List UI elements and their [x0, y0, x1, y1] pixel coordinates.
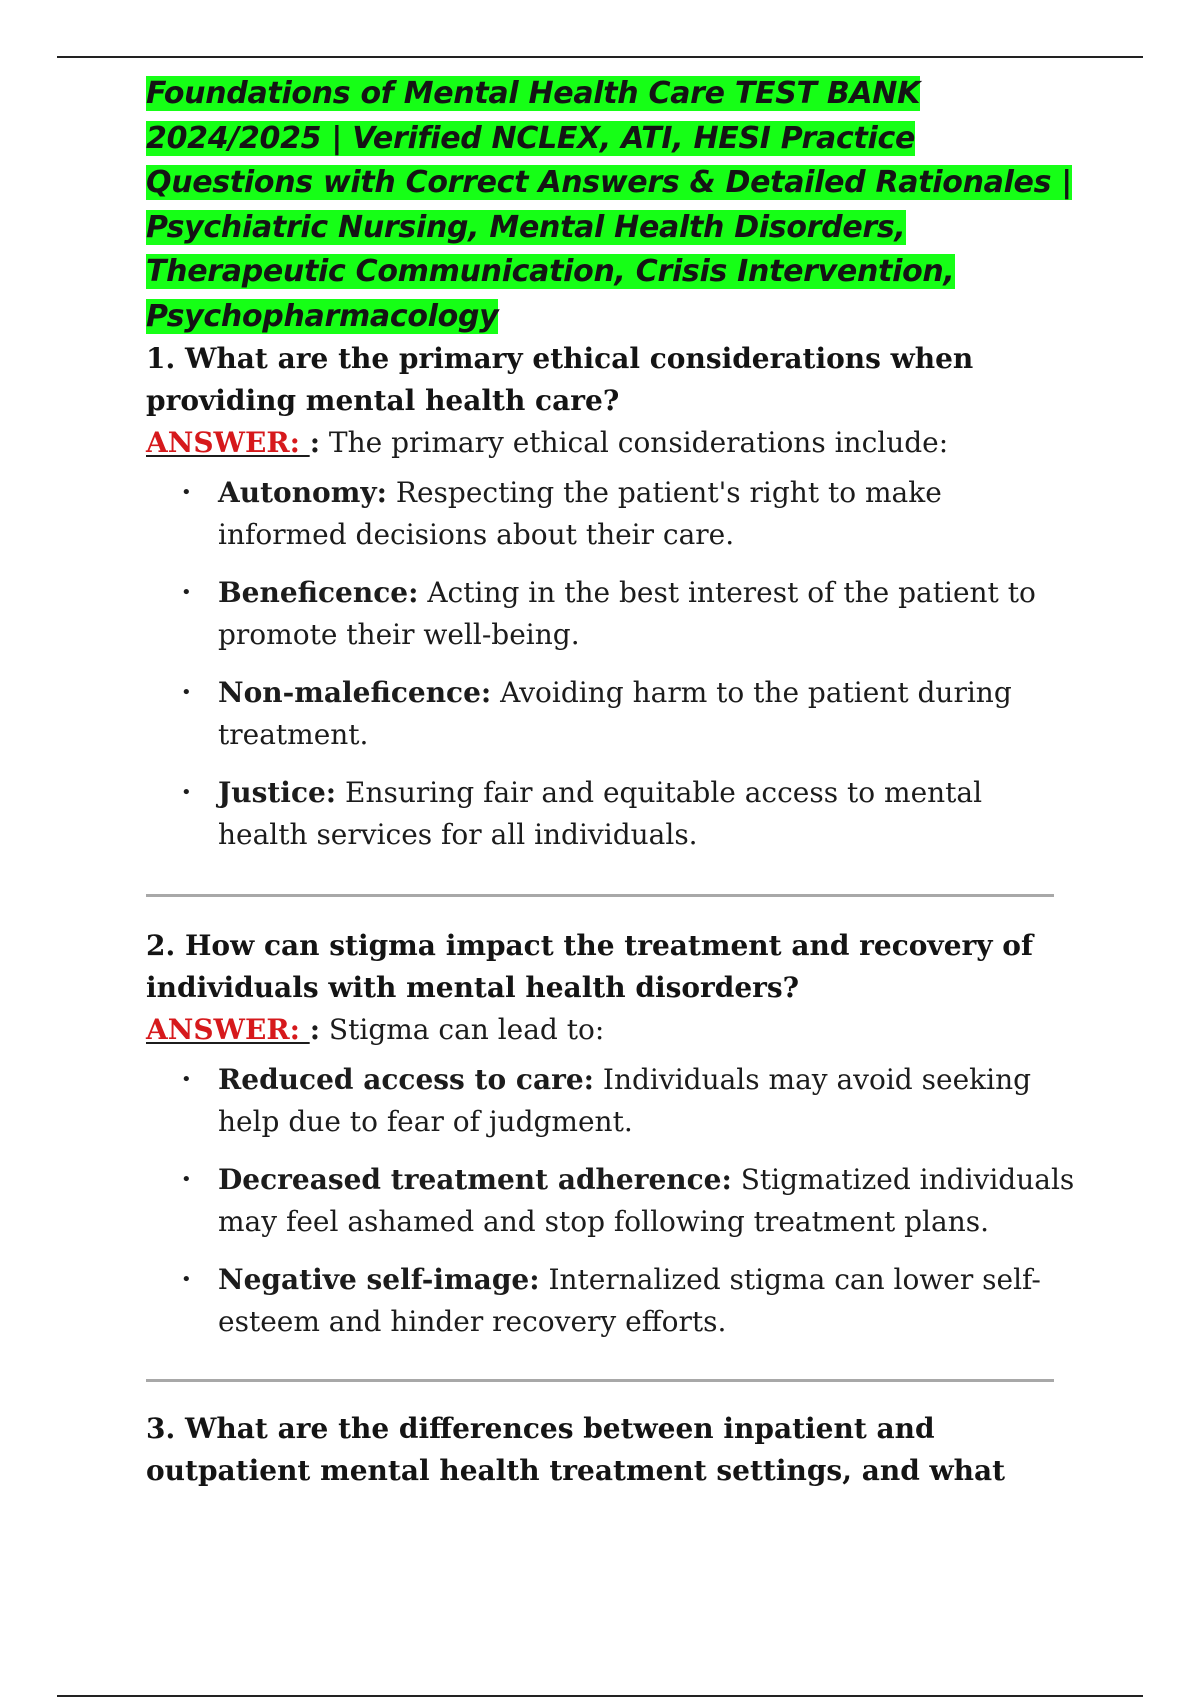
- point-term: Non-maleficence:: [218, 675, 492, 709]
- answer-line: [146, 422, 1076, 464]
- top-page-rule: [57, 56, 1143, 58]
- question-text: 2. How can stigma impact the treatment and recovery of individuals with mental health disorders?: [146, 928, 1034, 1004]
- title-highlight: Foundations of Mental Health Care TEST BANK 2024/2025 | Verified NCLEX, ATI, HESI Practice Questions with Correct Answers & Detailed Rationales | Psychiatric Nursing, Mental Health Disorders, Therapeutic Communication, Crisis Intervention, Psychopharmacology: [146, 76, 1072, 334]
- point-text: Internalized stigma can lower self-esteem and hinder recovery efforts.: [218, 1262, 1041, 1338]
- list-item: [181, 1159, 1076, 1243]
- list-item: [181, 1259, 1076, 1343]
- document-title: [146, 72, 1076, 340]
- answer-line: [146, 1009, 1076, 1051]
- section-divider: [146, 894, 1054, 897]
- question-text: 1. What are the primary ethical considerations when providing mental health care?: [146, 341, 974, 417]
- point-text: Avoiding harm to the patient during treatment.: [218, 675, 1012, 751]
- point-text: Respecting the patient's right to make informed decisions about their care.: [218, 475, 942, 551]
- answer-list: [146, 1059, 1076, 1343]
- answer-list: [146, 472, 1076, 856]
- point-term: Reduced access to care:: [218, 1062, 594, 1096]
- answer-colon: :: [309, 425, 321, 459]
- point-term: Justice:: [218, 775, 337, 809]
- list-item: [181, 472, 1076, 556]
- bullet-icon: •: [181, 1168, 192, 1190]
- list-item: [181, 1059, 1076, 1143]
- list-item: [181, 672, 1076, 756]
- question-text: 3. What are the differences between inpatient and outpatient mental health treatment settings, and what: [146, 1411, 1006, 1487]
- point-text: Stigmatized individuals may feel ashamed and stop following treatment plans.: [218, 1162, 1075, 1238]
- bullet-icon: •: [181, 1068, 192, 1090]
- point-term: Autonomy:: [218, 475, 387, 509]
- section-divider: [146, 1379, 1054, 1382]
- bullet-icon: •: [181, 781, 192, 803]
- bottom-page-rule: [57, 1695, 1143, 1697]
- bullet-icon: •: [181, 681, 192, 703]
- list-item: [181, 572, 1076, 656]
- answer-label: ANSWER:: [146, 425, 310, 459]
- bullet-icon: •: [181, 581, 192, 603]
- point-text: Ensuring fair and equitable access to mental health services for all individuals.: [218, 775, 983, 851]
- document-body: [146, 72, 1076, 1492]
- point-text: Acting in the best interest of the patient to promote their well-being.: [218, 575, 1036, 651]
- answer-colon: :: [309, 1012, 321, 1046]
- point-term: Negative self-image:: [218, 1262, 540, 1296]
- list-item: [181, 772, 1076, 856]
- question-block-2: [146, 925, 1076, 1343]
- point-term: Beneficence:: [218, 575, 419, 609]
- point-term: Decreased treatment adherence:: [218, 1162, 732, 1196]
- answer-label: ANSWER:: [146, 1012, 310, 1046]
- answer-intro: The primary ethical considerations include:: [320, 425, 949, 459]
- bullet-icon: •: [181, 1268, 192, 1290]
- bullet-icon: •: [181, 481, 192, 503]
- question-block-3: [146, 1408, 1076, 1492]
- answer-intro: Stigma can lead to:: [320, 1012, 605, 1046]
- question-block-1: [146, 338, 1076, 856]
- point-text: Individuals may avoid seeking help due to fear of judgment.: [218, 1062, 1032, 1138]
